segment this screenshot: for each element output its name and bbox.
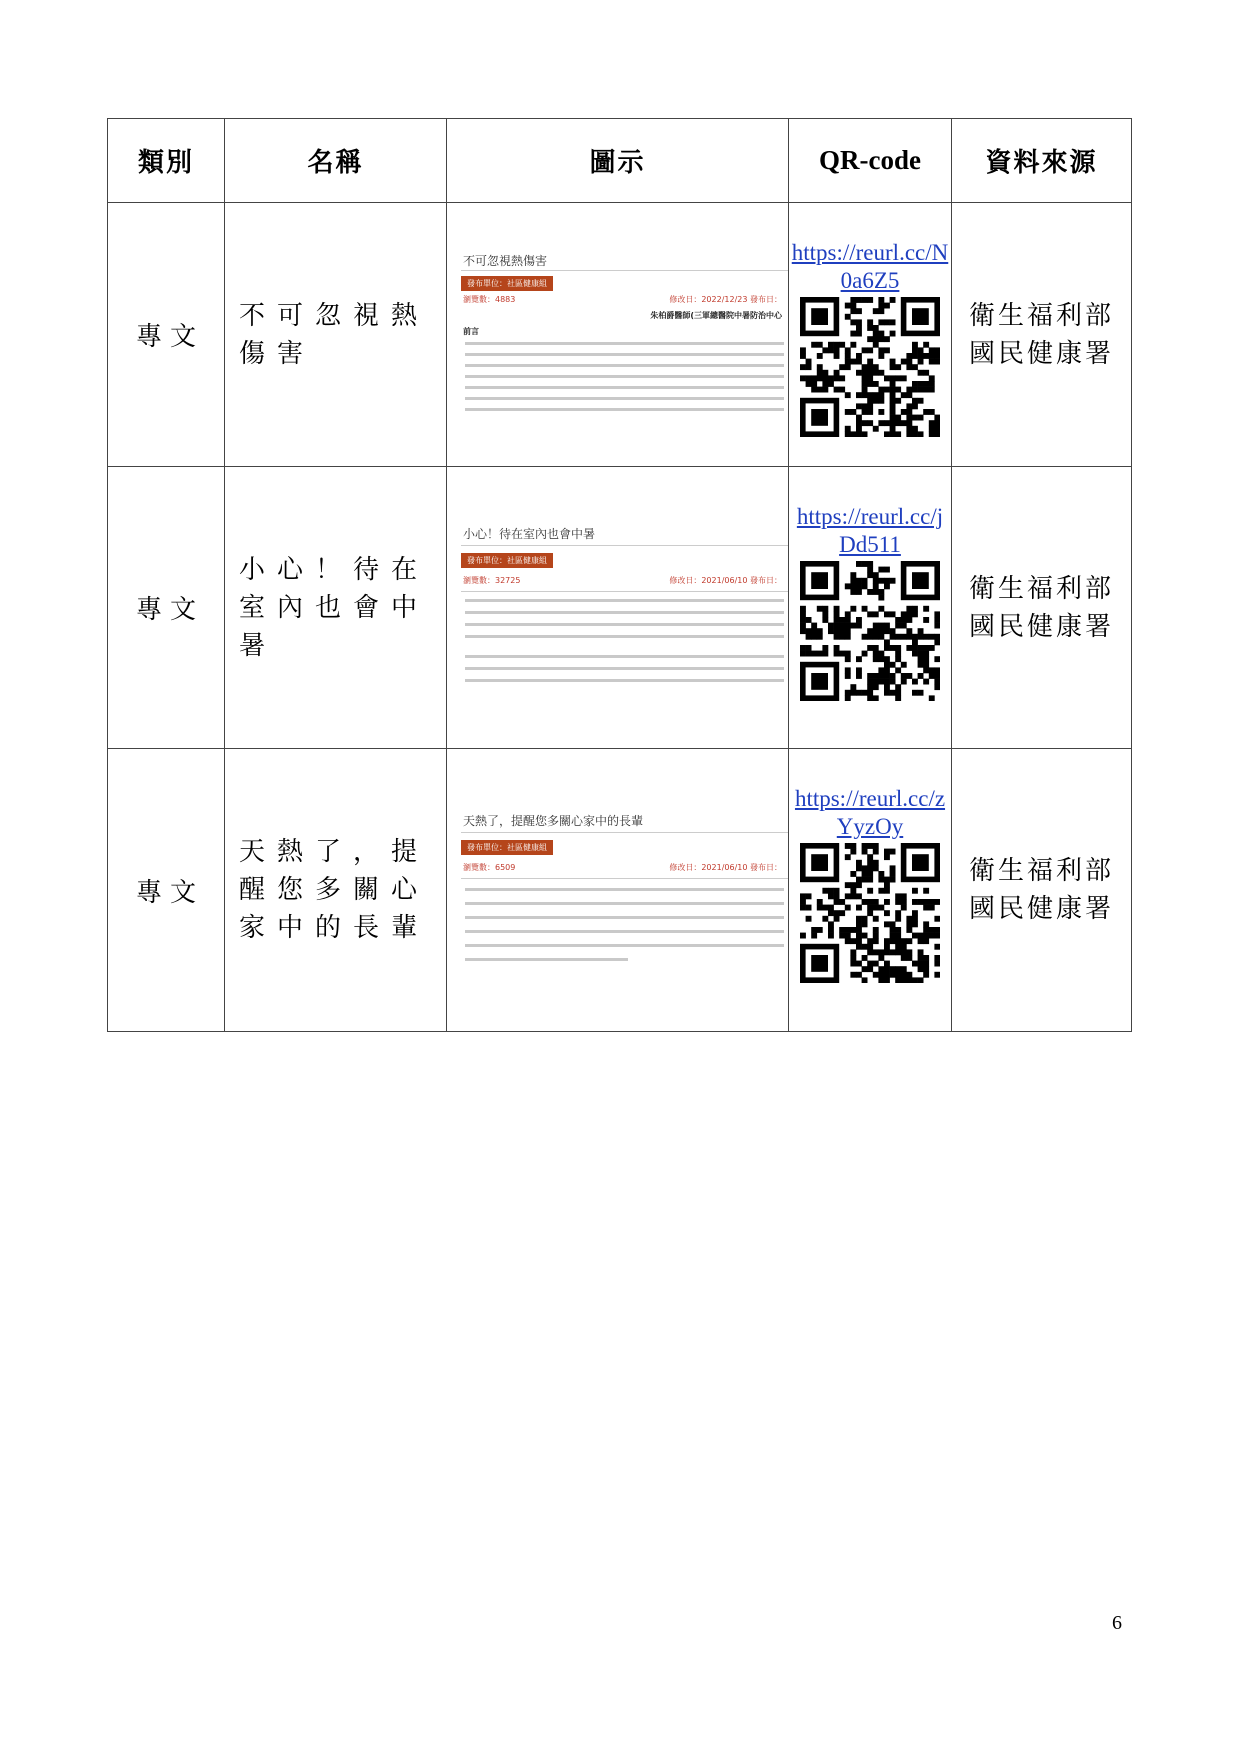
article-screenshot [447, 800, 788, 980]
row-thumbnail [447, 467, 789, 749]
qr-code-image [800, 297, 940, 437]
row-qr [789, 203, 952, 467]
row-thumbnail [447, 749, 789, 1032]
source-line-1: 衛生福利部 [968, 300, 1114, 331]
source-line-1: 衛生福利部 [968, 573, 1114, 604]
row-category: 專文 [108, 749, 225, 1032]
thumb-published: 發布日： [750, 575, 782, 585]
table-row [108, 749, 1132, 1032]
row-name: 小心！待在室內也會中暑 [225, 467, 447, 749]
thumb-tag: 發布單位：社區健康組 [461, 553, 553, 568]
thumb-views: 瀏覽數：32725 [463, 575, 521, 585]
qr-url-link[interactable]: https://reurl.cc/zYyzOy [794, 786, 946, 839]
source-line-1: 衛生福利部 [968, 856, 1114, 886]
source-line-2: 國民健康署 [968, 338, 1114, 369]
row-source [952, 749, 1132, 1032]
thumb-title: 小心！待在室內也會中暑 [463, 526, 596, 541]
thumb-published: 發布日： [750, 294, 782, 304]
thumb-modified: 修改日：2022/12/23 [669, 294, 748, 304]
thumb-meta [463, 294, 788, 305]
source-line-2: 國民健康署 [968, 894, 1114, 924]
header-qr-code: QR-code [789, 119, 952, 203]
article-screenshot [447, 240, 788, 430]
header-image: 圖示 [447, 119, 789, 203]
row-name: 不可忽視熱傷害 [225, 203, 447, 467]
qr-code-image [800, 843, 940, 983]
thumb-meta [463, 862, 788, 873]
thumb-tag: 發布單位：社區健康組 [461, 840, 553, 855]
thumb-published: 發布日： [750, 863, 782, 872]
thumb-modified: 修改日：2021/06/10 [669, 575, 748, 585]
table-row [108, 467, 1132, 749]
row-source [952, 467, 1132, 749]
row-name: 天熱了，提醒您多關心家中的長輩 [225, 749, 447, 1032]
header-category: 類別 [108, 119, 225, 203]
thumb-title: 天熱了，提醒您多關心家中的長輩 [463, 814, 644, 828]
qr-code-image [800, 561, 940, 701]
thumb-author: 朱柏爵醫師(三軍總醫院中暑防治中心 [650, 310, 782, 320]
qr-url-link[interactable]: https://reurl.cc/jDd511 [796, 504, 944, 557]
thumb-title: 不可忽視熱傷害 [463, 253, 548, 268]
header-source: 資料來源 [952, 119, 1132, 203]
thumb-subheading: 前言 [463, 326, 479, 336]
thumb-meta [463, 575, 788, 586]
thumb-views: 瀏覽數：4883 [463, 294, 516, 304]
source-line-2: 國民健康署 [968, 611, 1114, 642]
page-number: 6 [1112, 1612, 1122, 1634]
row-qr [789, 467, 952, 749]
row-qr [789, 749, 952, 1032]
qr-url-link[interactable]: https://reurl.cc/N0a6Z5 [791, 240, 949, 293]
row-source [952, 203, 1132, 467]
row-category: 專文 [108, 467, 225, 749]
thumb-modified: 修改日：2021/06/10 [669, 863, 748, 872]
thumb-views: 瀏覽數：6509 [463, 863, 516, 872]
article-screenshot [447, 513, 788, 703]
row-category: 專文 [108, 203, 225, 467]
resource-table [107, 118, 1132, 1032]
header-name: 名稱 [225, 119, 447, 203]
thumb-tag: 發布單位：社區健康組 [461, 276, 553, 291]
row-thumbnail [447, 203, 789, 467]
table-row [108, 203, 1132, 467]
table-header-row [108, 119, 1132, 203]
